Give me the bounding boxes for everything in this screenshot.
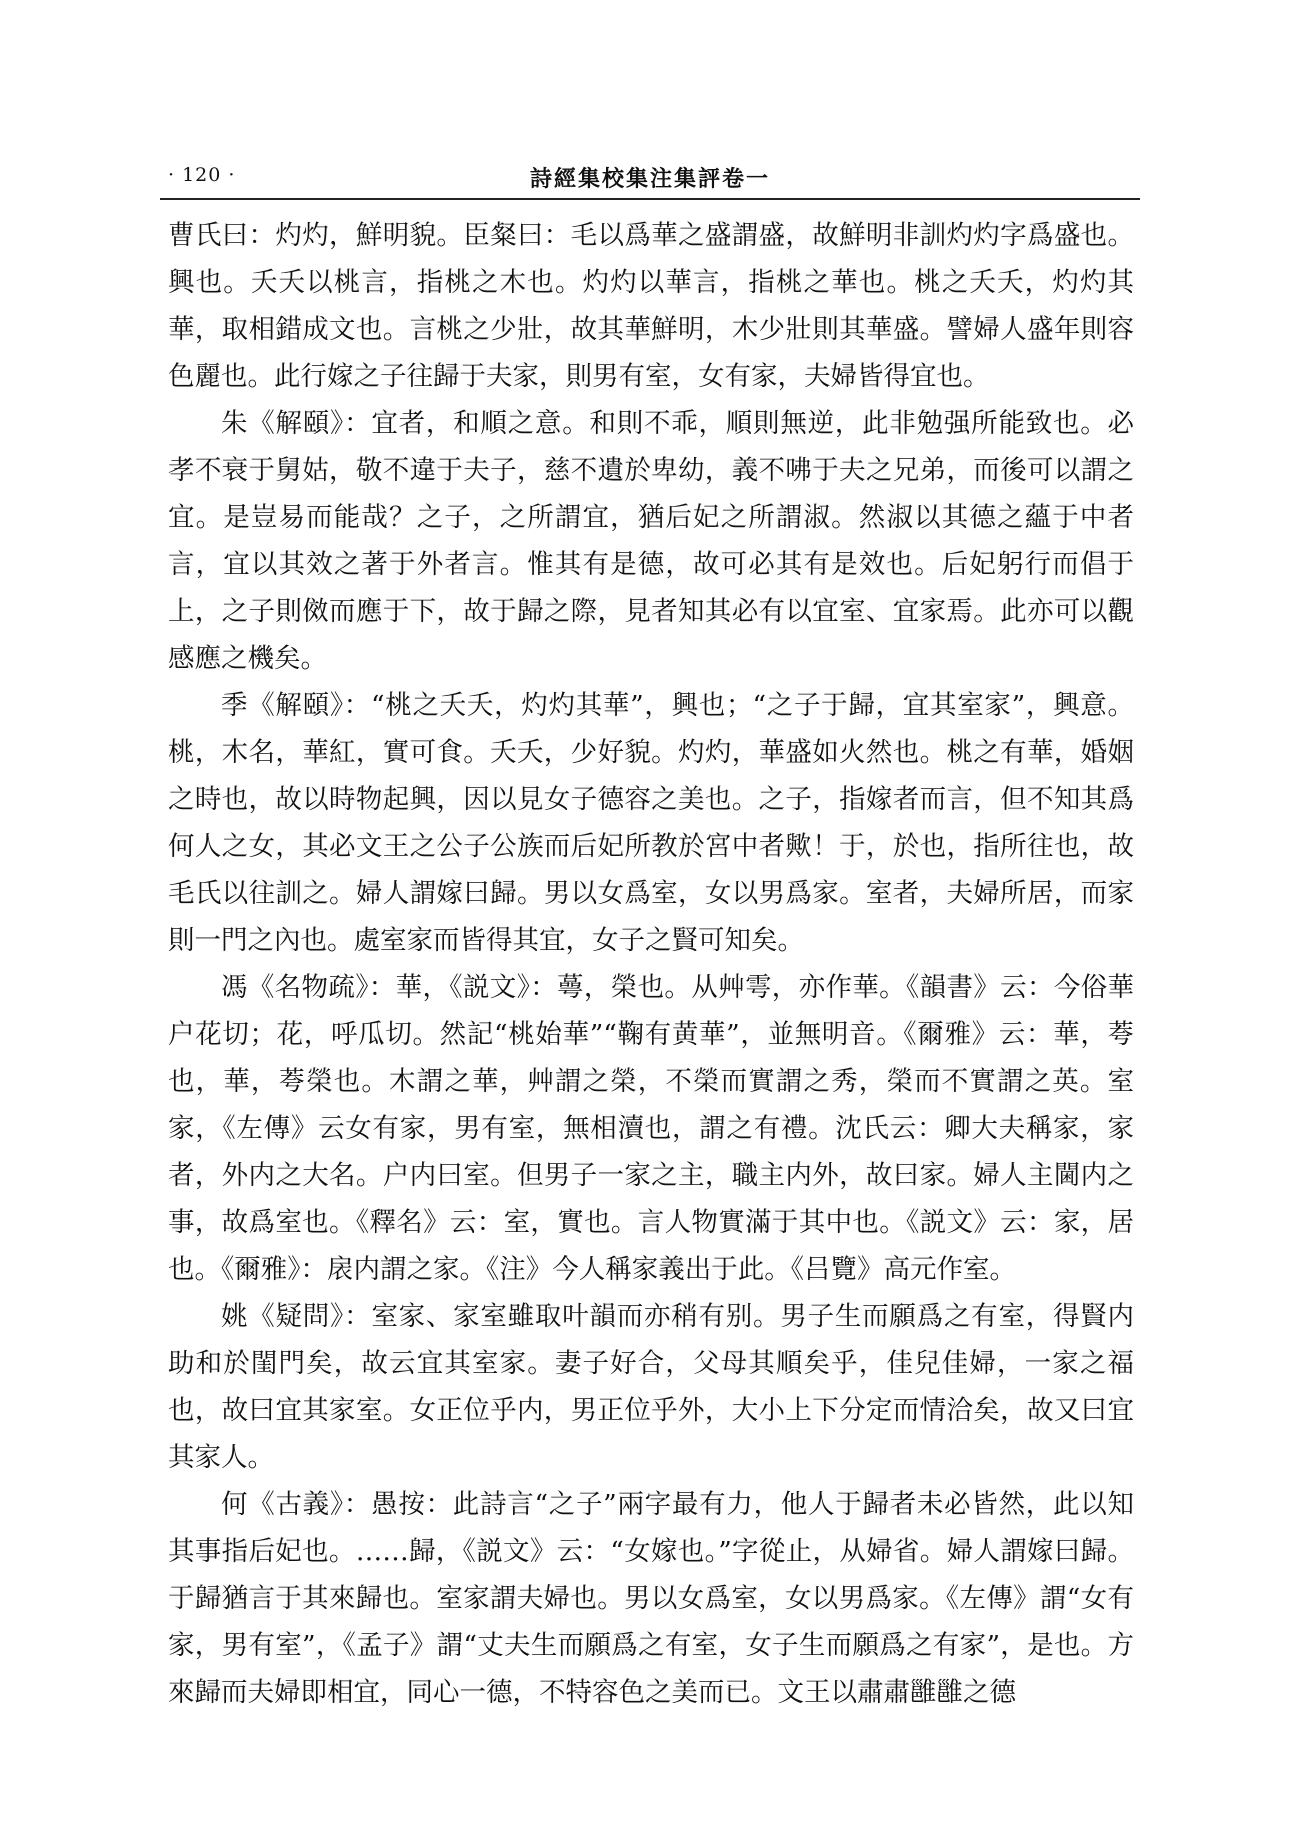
paragraph-yao: 姚《疑問》：室家、家室雖取叶韻而亦稍有别。男子生而願爲之有室，得賢内助和於閨門矣，故云宜其室家。妻子好合，父母其順矣乎，佳兒佳婦，一家之福也，故曰宜其家室。女正位乎内，男正位乎外，大小上下分定而情洽矣，故又曰宜其家人。 [168, 1301, 1134, 1473]
paragraph-cao: 曹氏曰：灼灼，鮮明貌。臣粲曰：毛以爲華之盛謂盛，故鮮明非訓灼灼字爲盛也。興也。夭夭以桃言，指桃之木也。灼灼以華言，指桃之華也。桃之夭夭，灼灼其華，取相錯成文也。言桃之少壯，故其華鮮明，木少壯則其華盛。譬婦人盛年則容色麗也。此行嫁之子往歸于夫家，則男有室，女有家，夫婦皆得宜也。 [168, 220, 1134, 392]
page-header [160, 160, 1140, 196]
paragraph-ji: 季《解頤》：“桃之夭夭，灼灼其華”，興也；“之子于歸，宜其室家”，興意。桃，木名，華紅，實可食。夭夭，少好貌。灼灼，華盛如火然也。桃之有華，婚姻之時也，故以時物起興，因以見女子德容之美也。之子，指嫁者而言，但不知其爲何人之女，其必文王之公子公族而后妃所教於宮中者歟！于，於也，指所往也，故毛氏以往訓之。婦人謂嫁曰歸。男以女爲室，女以男爲家。室者，夫婦所居，而家則一門之內也。處室家而皆得其宜，女子之賢可知矣。 [168, 690, 1134, 956]
page-body [168, 212, 1134, 1716]
paragraph-zhu: 朱《解頤》：宜者，和順之意。和則不乖，順則無逆，此非勉强所能致也。必孝不衰于舅姑，敬不違于夫子，慈不遺於卑幼，義不咈于夫之兄弟，而後可以謂之宜。是豈易而能哉？之子，之所謂宜，猶后妃之所謂淑。然淑以其德之蘊于中者言，宜以其效之著于外者言。惟其有是德，故可必其有是效也。后妃躬行而倡于上，之子則傚而應于下，故于歸之際，見者知其必有以宜室、宜家焉。此亦可以觀感應之機矣。 [168, 408, 1134, 674]
paragraph-feng: 馮《名物疏》：華，《説文》：蕚，榮也。从艸雩，亦作華。《韻書》云：今俗華户花切；花，呼瓜切。然記“桃始華”“鞠有黄華”，並無明音。《爾雅》云：華，荂也，華，荂榮也。木謂之華，艸謂之榮，不榮而實謂之秀，榮而不實謂之英。室家，《左傳》云女有家，男有室，無相瀆也，謂之有禮。沈氏云：卿大夫稱家，家者，外内之大名。户内曰室。但男子一家之主，職主内外，故曰家。婦人主閫内之事，故爲室也。《釋名》云：室，實也。言人物實滿于其中也。《説文》云：家，居也。《爾雅》：扆内謂之家。《注》今人稱家義出于此。《吕覽》高元作室。 [168, 972, 1134, 1285]
page-number: · 120 · [168, 164, 236, 186]
header-rule [160, 198, 1140, 200]
paragraph-he: 何《古義》：愚按：此詩言“之子”兩字最有力，他人于歸者未必皆然，此以知其事指后妃也。……歸，《説文》云：“女嫁也。”字從止，从婦省。婦人謂嫁曰歸。于歸猶言于其來歸也。室家謂夫婦也。男以女爲室，女以男爲家。《左傳》謂“女有家，男有室”，《孟子》謂“丈夫生而願爲之有室，女子生而願爲之有家”，是也。方來歸而夫婦即相宜，同心一德，不特容色之美而已。文王以肅肅雝雝之德 [168, 1489, 1134, 1708]
running-title: 詩經集校集注集評卷一 [529, 166, 770, 192]
